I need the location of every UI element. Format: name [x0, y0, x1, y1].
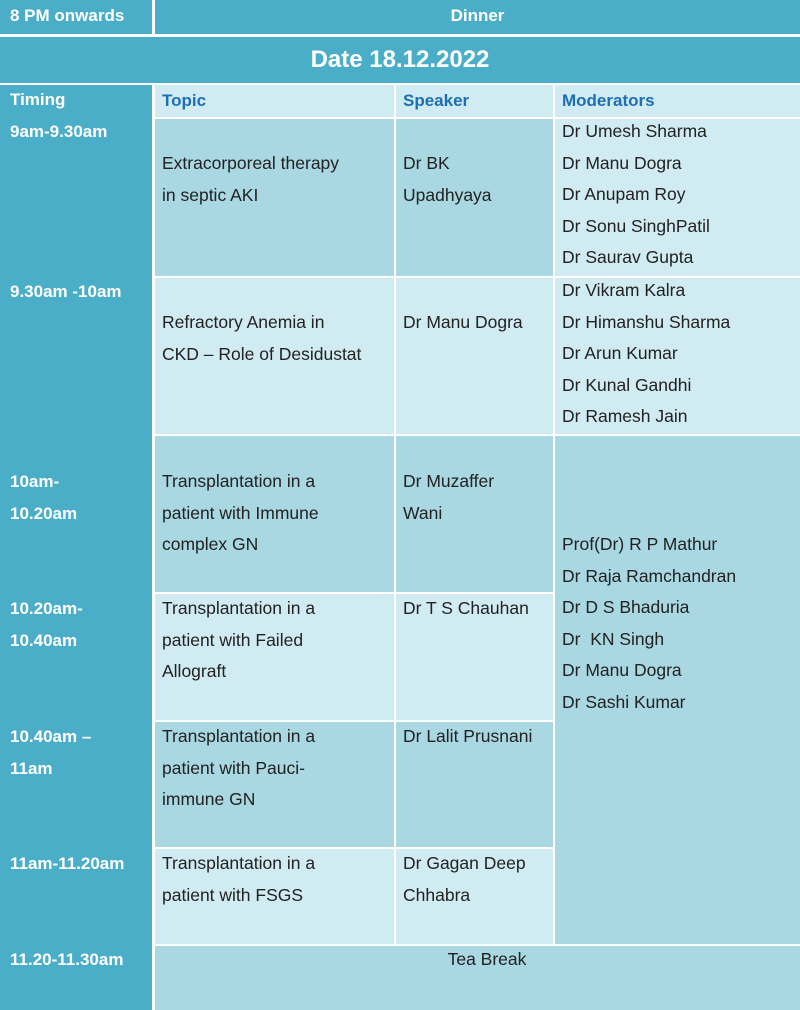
moderator-name: Dr Anupam Roy — [562, 184, 686, 204]
topic-cell — [155, 594, 394, 720]
speaker-line: Chhabra — [403, 884, 471, 905]
topic-cell — [155, 436, 394, 592]
timing-label: 10.40am — [10, 630, 78, 650]
topic-line: patient with Immune — [162, 502, 319, 523]
speaker-cell — [396, 119, 553, 276]
speaker-line: Dr Gagan Deep — [403, 853, 526, 873]
speaker-line: Dr T S Chauhan — [403, 598, 529, 618]
topic-cell — [155, 278, 394, 434]
speaker-cell — [396, 436, 553, 592]
speaker-line: Dr BK — [403, 153, 450, 173]
top-time-cell — [0, 0, 152, 34]
topic-line: Transplantation in a — [162, 598, 316, 618]
top-event-label: Dinner — [450, 6, 505, 25]
moderator-name: Dr Raja Ramchandran — [562, 565, 737, 586]
moderator-name: Dr Himanshu Sharma — [562, 311, 731, 332]
date-banner-label: Date 18.12.2022 — [310, 46, 490, 73]
speaker-line: Dr Lalit Prusnani — [403, 726, 533, 746]
speaker-line: Dr Manu Dogra — [403, 312, 523, 332]
moderator-name: Prof(Dr) R P Mathur — [562, 534, 718, 554]
topic-line: complex GN — [162, 534, 259, 554]
moderator-name: Dr Arun Kumar — [562, 343, 678, 363]
topic-line: immune GN — [162, 789, 256, 809]
timing-label: 10am- — [10, 472, 60, 491]
moderator-name: Dr Manu Dogra — [562, 660, 682, 680]
moderators-cell — [555, 436, 800, 944]
timing-label: 11am — [10, 758, 53, 778]
speaker-line: Wani — [403, 502, 443, 523]
speaker-cell — [396, 594, 553, 720]
moderator-name: Dr Manu Dogra — [562, 152, 682, 173]
topic-line: Transplantation in a — [162, 853, 316, 873]
top-time-label: 8 PM onwards — [10, 6, 125, 25]
topic-line: CKD – Role of Desidustat — [162, 343, 362, 364]
moderator-name: Dr Umesh Sharma — [562, 121, 707, 141]
break-timing-label: 11.20-11.30am — [10, 950, 124, 969]
topic-line: Extracorporeal therapy — [162, 153, 340, 173]
speaker-header: Speaker — [403, 91, 470, 110]
topic-header-cell — [155, 85, 394, 117]
speaker-cell — [396, 278, 553, 434]
timing-label: 10.20am- — [10, 599, 83, 618]
moderator-name: Dr Ramesh Jain — [562, 406, 688, 426]
topic-line: Transplantation in a — [162, 471, 316, 491]
moderators-cell — [555, 119, 800, 276]
date-banner — [0, 37, 800, 83]
moderators-header: Moderators — [562, 91, 655, 110]
timing-label: 9am-9.30am — [10, 122, 108, 141]
moderator-name: Dr D S Bhaduria — [562, 597, 690, 617]
topic-line: patient with Failed — [162, 629, 304, 650]
moderators-cell — [555, 278, 800, 434]
topic-header: Topic — [162, 91, 207, 110]
moderator-name: Dr Vikram Kalra — [562, 280, 686, 300]
topic-cell — [155, 722, 394, 847]
tea-break-label: Tea Break — [447, 949, 527, 969]
timing-label: 9.30am -10am — [10, 282, 122, 301]
topic-line: Allograft — [162, 661, 227, 681]
topic-line: Transplantation in a — [162, 726, 316, 746]
timing-label: 10.20am — [10, 503, 78, 523]
moderator-name: Dr Sonu SinghPatil — [562, 215, 710, 236]
moderator-name: Dr Kunal Gandhi — [562, 374, 692, 395]
speaker-line: Dr Muzaffer — [403, 471, 495, 491]
moderators-header-cell — [555, 85, 800, 117]
timing-label: 10.40am – — [10, 727, 92, 746]
moderator-name: Dr Sashi Kumar — [562, 691, 686, 712]
topic-line: patient with FSGS — [162, 884, 304, 905]
topic-line: in septic AKI — [162, 184, 259, 205]
tea-break-cell — [155, 946, 800, 1010]
speaker-cell — [396, 722, 553, 847]
moderator-name: Dr Saurav Gupta — [562, 247, 694, 267]
topic-cell — [155, 119, 394, 276]
topic-cell — [155, 849, 394, 944]
moderator-name: Dr KN Singh — [562, 628, 665, 649]
timing-header: Timing — [10, 90, 66, 109]
topic-line: Refractory Anemia in — [162, 312, 325, 332]
speaker-line: Upadhyaya — [403, 184, 492, 205]
speaker-header-cell — [396, 85, 553, 117]
speaker-cell — [396, 849, 553, 944]
topic-line: patient with Pauci- — [162, 757, 305, 778]
top-event-cell — [155, 0, 800, 34]
timing-label: 11am-11.20am — [10, 854, 125, 873]
